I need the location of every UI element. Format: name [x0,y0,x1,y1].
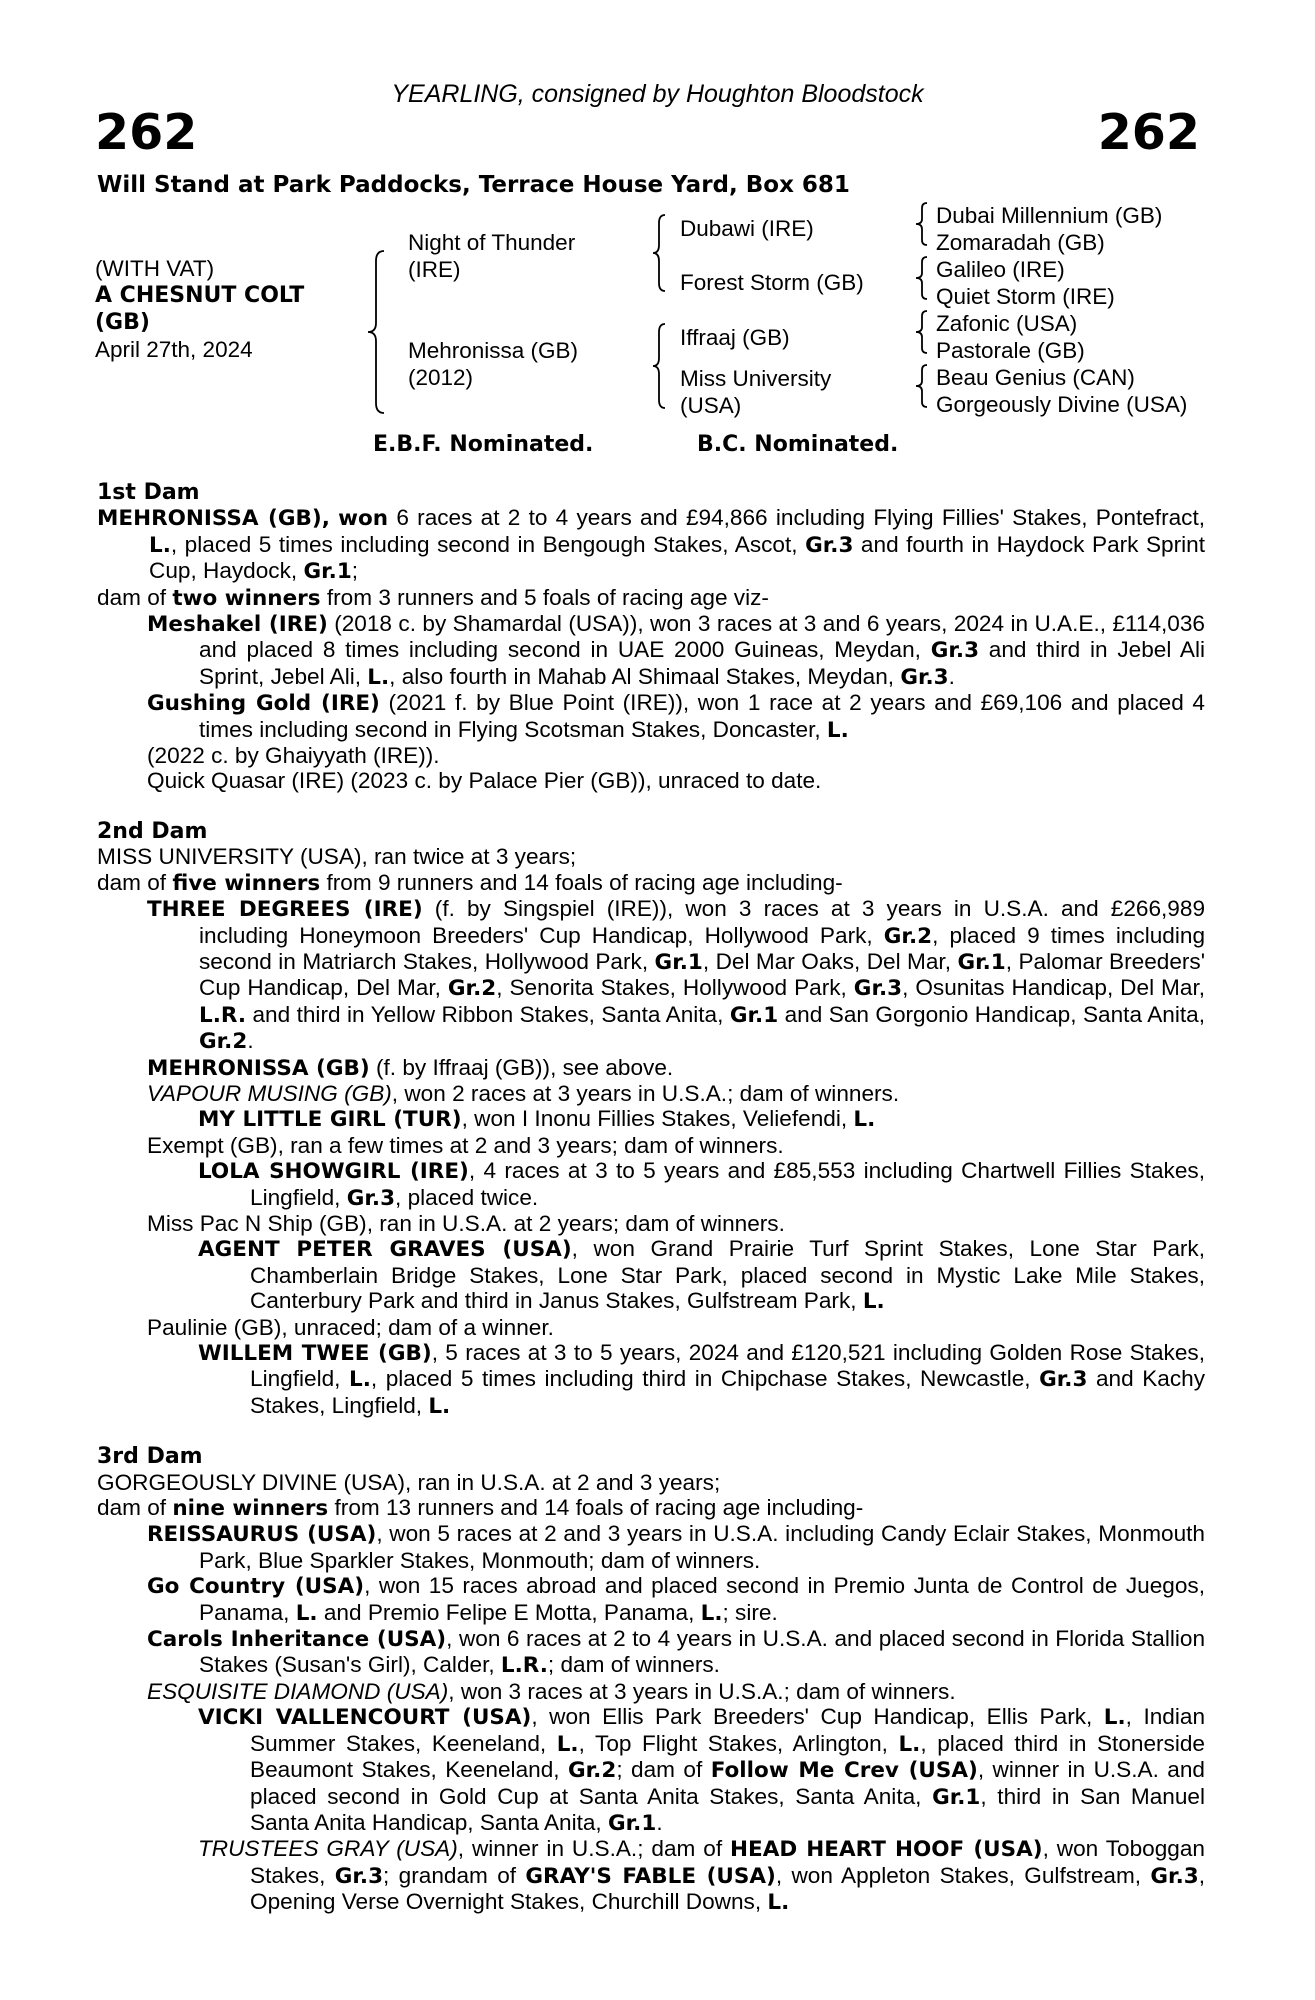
first-dam-heading: 1st Dam [97,480,200,505]
produce-quick-quasar: Quick Quasar (IRE) (2023 c. by Palace Pier (GB)), unraced to date. [147,768,822,794]
produce-reissaurus: REISSAURUS (USA), won 5 races at 2 and 3 years in U.S.A. including Candy Eclair Stakes, Monmouth Park, Blue Sparkler Stakes, Monmouth; dam of winners. [147,1521,1205,1573]
horse-identity [95,255,304,363]
sire-dam: Forest Storm (GB) [680,270,864,295]
pedigree-brace-g3-3 [911,308,931,356]
gen3-quiet-storm: Quiet Storm (IRE) [936,284,1115,309]
bc-nominated: B.C. Nominated. [697,432,899,457]
first-dam-record: MEHRONISSA (GB), won 6 races at 2 to 4 years and £94,866 including Flying Fillies' Stakes, Pontefract, L., placed 5 times including second in Bengough Stakes, Ascot, Gr.3 and fourth in Haydock Park Sprint Cup, Haydock, Gr.1; [97,505,1206,585]
gen3-galileo: Galileo (IRE) [936,257,1065,282]
grandproduce-lola-showgirl: LOLA SHOWGIRL (IRE), 4 races at 3 to 5 years and £85,553 including Chartwell Fillies Stakes, Lingfield, Gr.3, placed twice. [198,1158,1205,1211]
gen3-gorgeously-divine: Gorgeously Divine (USA) [936,392,1188,417]
produce-mehronissa: MEHRONISSA (GB) (f. by Iffraaj (GB)), see above. [147,1054,674,1081]
gen3-dubai-millennium: Dubai Millennium (GB) [936,203,1163,228]
produce-gushing-gold: Gushing Gold (IRE) (2021 f. by Blue Point (IRE)), won 1 race at 2 years and £69,106 and placed 4 times including second in Flying Scotsman Stakes, Doncaster, L. [147,690,1205,743]
gen3-zomaradah: Zomaradah (GB) [936,230,1105,255]
pedigree-brace-sire [647,211,671,295]
dam-name: Mehronissa (GB) (2012) [408,338,579,390]
lot-number-left: 262 [95,104,198,161]
produce-three-degrees: THREE DEGREES (IRE) (f. by Singspiel (IRE)), won 3 races at 3 years in U.S.A. and £266,989 including Honeymoon Breeders' Cup Handicap, Hollywood Park, Gr.2, placed 9 times including second in Matriarch Stakes, Hollywood Park, Gr.1, Del Mar Oaks, Del Mar, Gr.1, Palomar Breeders' Cup Handicap, Del Mar, Gr.2, Senorita Stakes, Hollywood Park, Gr.3, Osunitas Handicap, Del Mar, L.R. and third in Yellow Ribbon Stakes, Santa Anita, Gr.1 and San Gorgonio Handicap, Santa Anita, Gr.2. [147,896,1206,1055]
pedigree-brace-g3-1 [911,200,931,248]
gen3-beau-genius: Beau Genius (CAN) [936,365,1135,390]
produce-vapour-musing: VAPOUR MUSING (GB), won 2 races at 3 years in U.S.A.; dam of winners. [147,1080,900,1106]
grandproduce-willem-twee: WILLEM TWEE (GB), 5 races at 3 to 5 years, 2024 and £120,521 including Golden Rose Stakes, Lingfield, L., placed 5 times including third in Chipchase Stakes, Newcastle, Gr.3 and Kachy Stakes, Lingfield, L. [198,1340,1206,1419]
pedigree-brace-gen1 [362,245,392,420]
second-dam-heading: 2nd Dam [97,818,208,844]
horse-name: A CHESNUT COLT [95,283,305,308]
stand-location: Will Stand at Park Paddocks, Terrace House Yard, Box 681 [97,172,850,198]
pedigree-brace-dam [647,320,671,412]
produce-go-country: Go Country (USA), won 15 races abroad and placed second in Premio Junta de Control de Juegos, Panama, L. and Premio Felipe E Motta, Panama, L.; sire. [147,1573,1206,1626]
sire-sire: Dubawi (IRE) [680,216,814,241]
horse-origin: (GB) [95,310,150,335]
vat-label: (WITH VAT) [95,256,215,281]
second-dam-record: MISS UNIVERSITY (USA), ran twice at 3 years; [97,844,577,870]
third-dam-record: GORGEOUSLY DIVINE (USA), ran in U.S.A. at 2 and 3 years; [97,1469,721,1495]
produce-miss-pac-n-ship: Miss Pac N Ship (GB), ran in U.S.A. at 2 years; dam of winners. [147,1210,785,1236]
lot-number-right: 262 [1097,104,1200,161]
produce-paulinie: Paulinie (GB), unraced; dam of a winner. [147,1314,554,1340]
catalogue-body [97,480,1205,1916]
produce-exempt: Exempt (GB), ran a few times at 2 and 3 years; dam of winners. [147,1132,784,1158]
grandproduce-trustees-gray: TRUSTEES GRAY (USA), winner in U.S.A.; dam of HEAD HEART HOOF (USA), won Toboggan Stakes, Gr.3; grandam of GRAY'S FABLE (USA), won Appleton Stakes, Gulfstream, Gr.3, Opening Verse Overnight Stakes, Churchill Downs, L. [198,1836,1205,1916]
grandproduce-agent-peter-graves: AGENT PETER GRAVES (USA), won Grand Prairie Turf Sprint Stakes, Lone Star Park, Chamberlain Bridge Stakes, Lone Star Park, placed second in Mystic Lake Mile Stakes, Canterbury Park and third in Janus Stakes, Gulfstream Park, L. [198,1236,1206,1315]
consignor-subtitle: YEARLING, consigned by Houghton Bloodstock [391,80,924,108]
first-dam-produce-summary: dam of two winners from 3 runners and 5 foals of racing age viz- [97,584,769,611]
pedigree-brace-g3-4 [911,362,931,410]
sire-name: Night of Thunder (IRE) [408,230,576,282]
dam-sire: Iffraaj (GB) [680,325,790,350]
second-dam-produce-summary: dam of five winners from 9 runners and 14 foals of racing age including- [97,869,843,896]
produce-meshakel: Meshakel (IRE) (2018 c. by Shamardal (USA)), won 3 races at 3 and 6 years, 2024 in U.A.E., £114,036 and placed 8 times including second in UAE 2000 Guineas, Meydan, Gr.3 and third in Jebel Ali Sprint, Jebel Ali, L., also fourth in Mahab Al Shimaal Stakes, Meydan, Gr.3. [147,611,1206,690]
dam-dam: Miss University (USA) [680,366,832,418]
grandproduce-my-little-girl: MY LITTLE GIRL (TUR), won I Inonu Fillies Stakes, Veliefendi, L. [198,1106,876,1133]
gen3-zafonic: Zafonic (USA) [936,311,1078,336]
produce-esquisite-diamond: ESQUISITE DIAMOND (USA), won 3 races at 3 years in U.S.A.; dam of winners. [147,1678,956,1704]
gen3-pastorale: Pastorale (GB) [936,338,1085,363]
third-dam-heading: 3rd Dam [97,1444,203,1470]
pedigree-brace-g3-2 [911,254,931,302]
produce-carols-inheritance: Carols Inheritance (USA), won 6 races at 2 to 4 years in U.S.A. and placed second in Florida Stallion Stakes (Susan's Girl), Calder, L.R.; dam of winners. [147,1626,1206,1679]
produce-2022-colt: (2022 c. by Ghaiyyath (IRE)). [147,743,440,769]
third-dam-produce-summary: dam of nine winners from 13 runners and 14 foals of racing age including- [97,1495,864,1522]
grandproduce-vicki-vallencourt: VICKI VALLENCOURT (USA), won Ellis Park Breeders' Cup Handicap, Ellis Park, L., Indian Summer Stakes, Keeneland, L., Top Flight Stakes, Arlington, L., placed third in Stonerside Beaumont Stakes, Keeneland, Gr.2; dam of Follow Me Crev (USA), winner in U.S.A. and placed second in Gold Cup at Santa Anita Stakes, Santa Anita, Gr.1, third in San Manuel Santa Anita Handicap, Santa Anita, Gr.1. [198,1704,1206,1836]
ebf-nominated: E.B.F. Nominated. [373,432,594,457]
foaling-date: April 27th, 2024 [95,337,253,362]
